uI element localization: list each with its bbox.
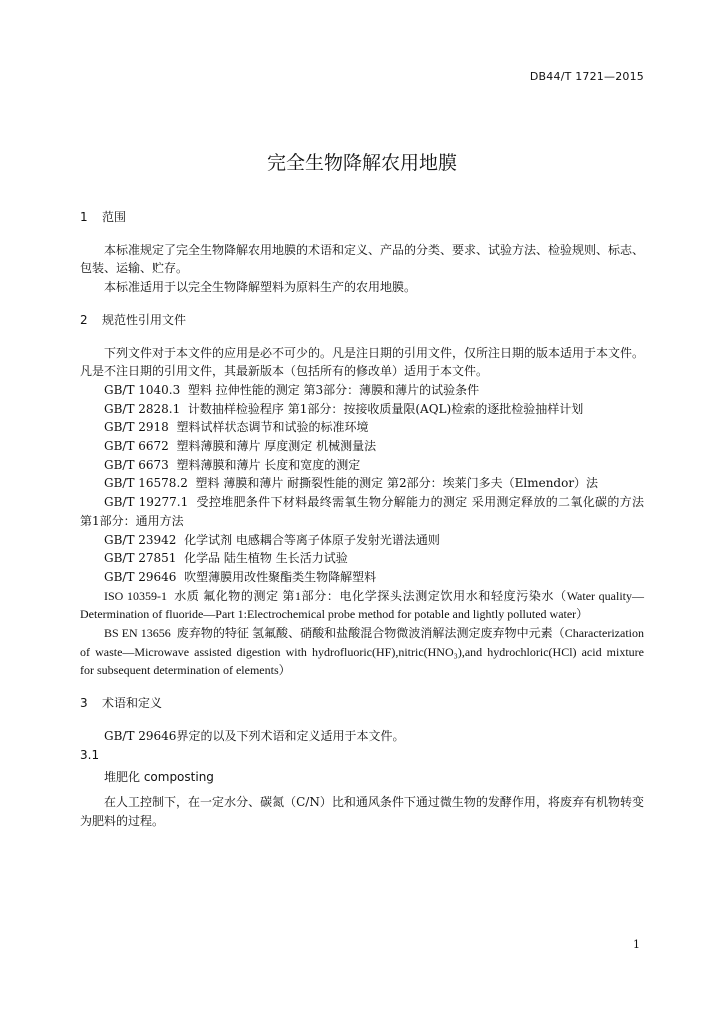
reference-title: 塑料薄膜和薄片 长度和宽度的测定	[176, 457, 361, 472]
standard-number: DB44/T 1721—2015	[529, 70, 644, 83]
reference-item	[80, 437, 644, 456]
reference-code: GB/T 2828.1	[104, 401, 181, 416]
scope-paragraph: 本标准适用于以完全生物降解塑料为原料生产的农用地膜。	[104, 280, 417, 295]
section-heading-terms	[80, 694, 644, 713]
term-definition: 在人工控制下，在一定水分、碳氮（C/N）比和通风条件下通过微生物的发酵作用，将废弃有机物转变为肥料的过程。	[80, 794, 644, 828]
section-heading-normative-refs	[80, 311, 644, 330]
reference-title: 塑料 拉伸性能的测定 第3部分：薄膜和薄片的试验条件	[187, 382, 480, 397]
reference-item	[80, 531, 644, 550]
reference-code: GB/T 27851	[104, 551, 177, 566]
reference-code: GB/T 1040.3	[104, 382, 181, 397]
section-heading-scope	[80, 208, 644, 227]
reference-item	[80, 568, 644, 587]
terms-intro: GB/T 29646界定的以及下列术语和定义适用于本文件。	[104, 728, 405, 743]
document-title: 完全生物降解农用地膜	[266, 152, 457, 174]
reference-code: GB/T 23942	[104, 532, 177, 547]
reference-code: GB/T 19277.1	[104, 495, 189, 510]
reference-code: GB/T 29646	[104, 569, 177, 584]
reference-title: 水质 氟化物的测定 第1部分：电化学探头法测定饮用水和轻度污染水（Water quality—Determination of fluoride—Part 1:Electrochemical probe method for potable and lightly polluted water）	[80, 588, 644, 622]
term-name: 堆肥化 composting	[104, 770, 214, 785]
reference-title: 计数抽样检验程序 第1部分：按接收质量限(AQL)检索的逐批检验抽样计划	[187, 401, 584, 416]
reference-item	[80, 400, 644, 419]
reference-item	[80, 381, 644, 400]
reference-item	[80, 624, 644, 680]
section-title: 术语和定义	[102, 696, 163, 711]
page-number: 1	[633, 938, 640, 951]
reference-code: ISO 10359-1	[104, 588, 167, 603]
reference-title: 塑料 薄膜和薄片 耐撕裂性能的测定 第2部分：埃莱门多夫（Elmendor）法	[195, 476, 599, 491]
reference-item	[80, 493, 644, 530]
section-title: 范围	[102, 210, 127, 224]
reference-code: GB/T 6672	[104, 439, 169, 454]
reference-code: BS EN 13656	[104, 626, 171, 641]
reference-item	[80, 456, 644, 475]
reference-title: 化学品 陆生植物 生长活力试验	[184, 551, 348, 566]
reference-code: GB/T 6673	[104, 457, 169, 472]
reference-code: GB/T 2918	[104, 420, 169, 435]
reference-title: 受控堆肥条件下材料最终需氧生物分解能力的测定 采用测定释放的二氧化碳的方法 第1部分：通用方法	[80, 495, 644, 528]
section-title: 规范性引用文件	[102, 312, 187, 327]
document-body	[80, 208, 644, 830]
reference-item	[80, 549, 644, 568]
reference-title: 塑料薄膜和薄片 厚度测定 机械测量法	[176, 439, 377, 454]
scope-paragraph: 本标准规定了完全生物降解农用地膜的术语和定义、产品的分类、要求、试验方法、检验规则、标志、包装、运输、贮存。	[80, 242, 645, 276]
clause-number: 3.1	[80, 747, 100, 762]
reference-item	[80, 474, 644, 493]
reference-title: 废弃物的特征 氢氟酸、硝酸和盐酸混合物微波消解法测定废弃物中元素（Characterization of waste—Microwave assisted digestion with hydrofluoric(HF),nitric(HNO₃),and hydrochloric(HCl) acid mixture for subsequent determination of elements）	[80, 626, 644, 678]
reference-item	[80, 587, 644, 624]
section-number: 1	[80, 210, 88, 224]
section-number: 3	[80, 696, 88, 711]
reference-item	[80, 418, 644, 437]
reference-title: 化学试剂 电感耦合等离子体原子发射光谱法通则	[184, 532, 440, 547]
section-number: 2	[80, 312, 88, 327]
reference-code: GB/T 16578.2	[104, 476, 188, 491]
reference-title: 吹塑薄膜用改性聚酯类生物降解塑料	[184, 569, 377, 584]
reference-title: 塑料试样状态调节和试验的标准环境	[176, 420, 369, 435]
normative-refs-intro: 下列文件对于本文件的应用是必不可少的。凡是注日期的引用文件，仅所注日期的版本适用于本文件。凡是不注日期的引用文件，其最新版本（包括所有的修改单）适用于本文件。	[80, 345, 645, 379]
